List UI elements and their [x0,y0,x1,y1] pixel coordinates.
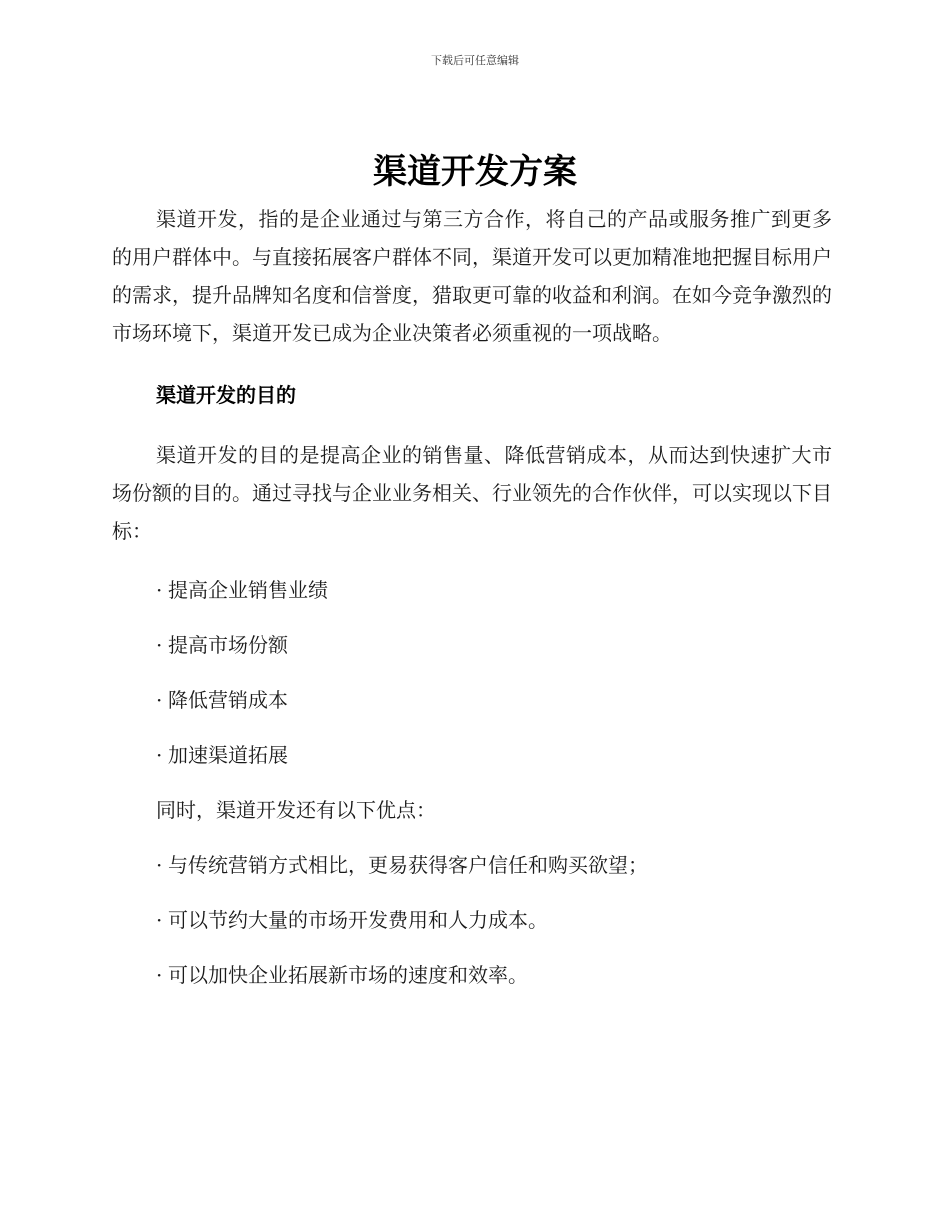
purpose-paragraph: 渠道开发的目的是提高企业的销售量、降低营销成本，从而达到快速扩大市场份额的目的。通过寻找与企业业务相关、行业领先的合作伙伴，可以实现以下目标： [112,443,832,543]
goal-item [156,576,832,604]
advantage-text: 可以加快企业拓展新市场的速度和效率。 [168,963,528,987]
advantage-item [156,961,832,989]
bullet-icon: · [156,688,163,712]
goal-item [156,741,832,769]
advantage-item [156,851,832,879]
bullet-icon: · [156,743,163,767]
bullet-icon: · [156,633,163,657]
advantage-text: 可以节约大量的市场开发费用和人力成本。 [168,908,548,932]
goal-text: 提高市场份额 [168,633,288,657]
goal-item [156,631,832,659]
goal-text: 加速渠道拓展 [168,743,288,767]
bullet-icon: · [156,578,163,602]
goal-text: 提高企业销售业绩 [168,578,328,602]
page-header: 下载后可任意编辑 [431,54,519,67]
goals-list [112,576,832,769]
goal-text: 降低营销成本 [168,688,288,712]
goal-item [156,686,832,714]
advantage-item [156,906,832,934]
advantages-list [112,851,832,989]
bullet-icon: · [156,908,163,932]
intro-paragraph: 渠道开发，指的是企业通过与第三方合作，将自己的产品或服务推广到更多的用户群体中。与直接拓展客户群体不同，渠道开发可以更加精准地把握目标用户的需求，提升品牌知名度和信誉度，猎取更可靠的收益和利润。在如今竞争激烈的市场环境下，渠道开发已成为企业决策者必须重视的一项战略。 [112,207,832,345]
document-body [112,200,832,1016]
bullet-icon: · [156,963,163,987]
bullet-icon: · [156,853,163,877]
advantages-intro: 同时，渠道开发还有以下优点： [156,798,436,822]
document-title: 渠道开发方案 [373,152,577,192]
advantage-text: 与传统营销方式相比，更易获得客户信任和购买欲望； [168,853,648,877]
section-heading: 渠道开发的目的 [156,383,296,407]
